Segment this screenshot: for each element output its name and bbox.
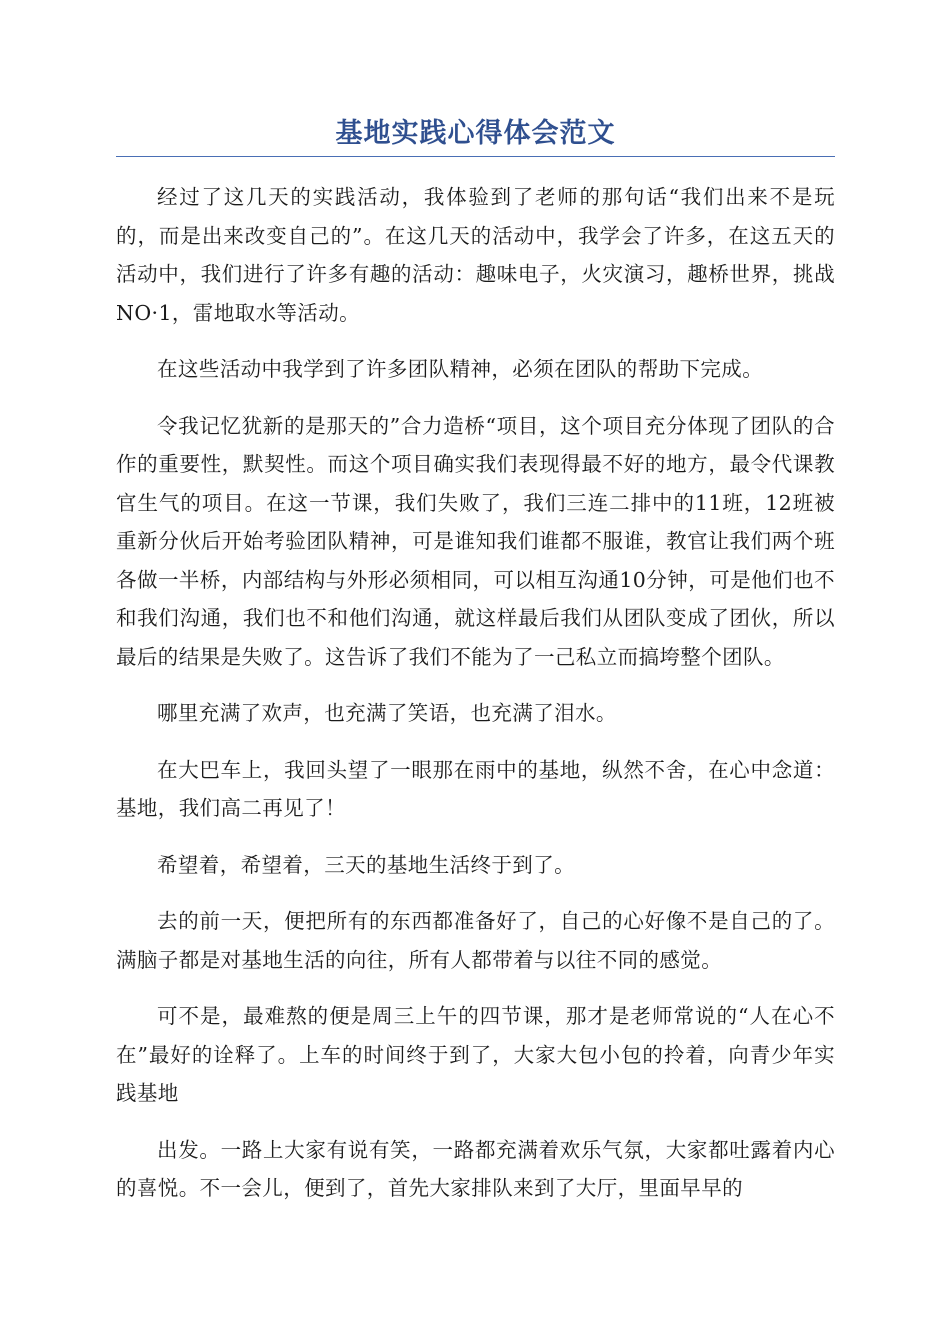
title-underline	[116, 156, 835, 157]
paragraph: 在这些活动中我学到了许多团队精神，必须在团队的帮助下完成。	[157, 357, 764, 381]
paragraph: 在大巴车上，我回头望了一眼那在雨中的基地，纵然不舍，在心中念道：基地，我们高二再见了！	[116, 757, 835, 820]
document-title: 基地实践心得体会范文	[335, 118, 616, 149]
paragraph: 希望着，希望着，三天的基地生活终于到了。	[157, 852, 575, 877]
paragraph: 令我记忆犹新的是那天的”合力造桥“项目，这个项目充分体现了团队的合作的重要性，默契性。而这个项目确实我们表现得最不好的地方，最令代课教官生气的项目。在这一节课，我们失败了，我们三连二排中的11班，12班被重新分伙后开始考验团队精神，可是谁知我们谁都不服谁，教官让我们两个班各做一半桥，内部结构与外形必须相同，可以相互沟通10分钟，可是他们也不和我们沟通，我们也不和他们沟通，就这样最后我们从团队变成了团伙，所以最后的结果是失败了。这告诉了我们不能为了一己私立而搞垮整个团队。	[116, 413, 835, 669]
paragraph: 可不是，最难熬的便是周三上午的四节课，那才是老师常说的“人在心不在”最好的诠释了。上车的时间终于到了，大家大包小包的拎着，向青少年实践基地	[116, 1004, 835, 1105]
document-page	[116, 112, 835, 1226]
paragraph: 哪里充满了欢声，也充满了笑语，也充满了泪水。	[157, 701, 617, 725]
paragraph: 经过了这几天的实践活动，我体验到了老师的那句话“我们出来不是玩的，而是出来改变自己的”。在这几天的活动中，我学会了许多，在这五天的活动中，我们进行了许多有趣的活动：趣味电子，火灾演习，趣桥世界，挑战NO·1，雷地取水等活动。	[116, 185, 835, 325]
document-body	[116, 178, 835, 1208]
paragraph: 去的前一天，便把所有的东西都准备好了，自己的心好像不是自己的了。满脑子都是对基地生活的向往，所有人都带着与以往不同的感觉。	[116, 909, 835, 972]
paragraph: 出发。一路上大家有说有笑，一路都充满着欢乐气氛，大家都吐露着内心的喜悦。不一会儿，便到了，首先大家排队来到了大厅，里面早早的	[116, 1137, 835, 1200]
